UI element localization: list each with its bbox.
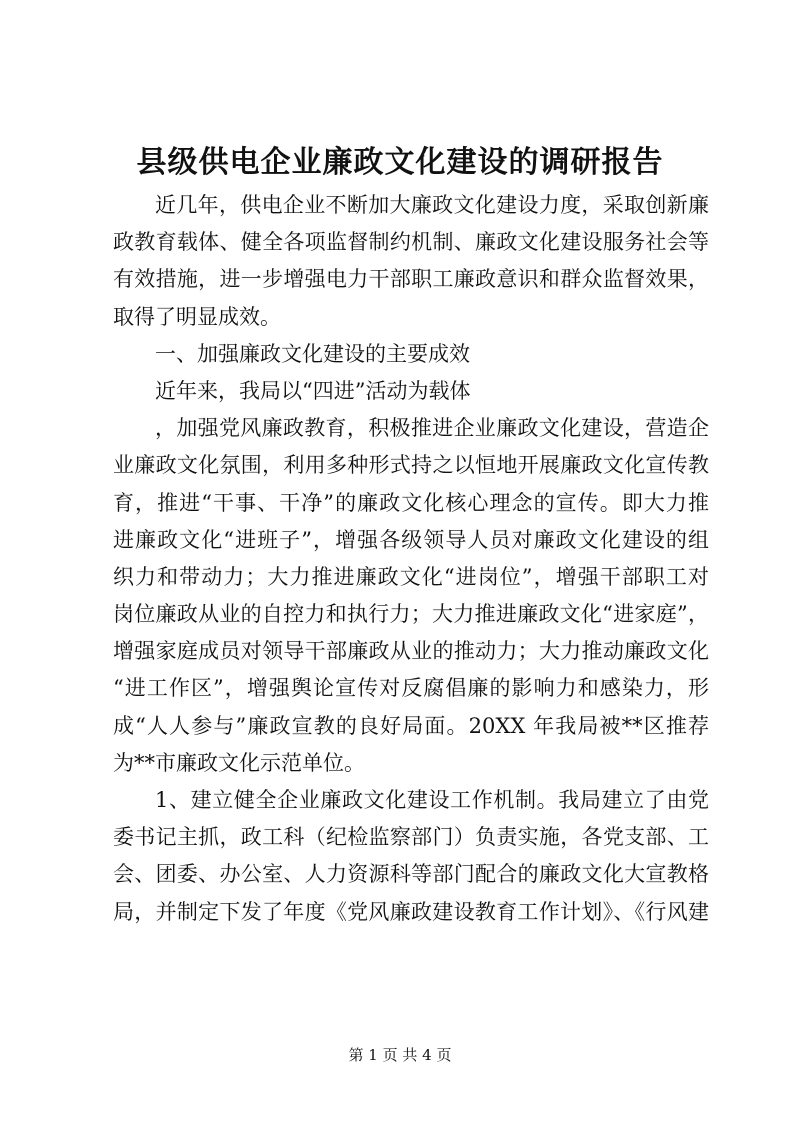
text-line: 进廉政文化“进班子”，增强各级领导人员对廉政文化建设的组 [113, 527, 709, 552]
document-title: 县级供电企业廉政文化建设的调研报告 [136, 145, 664, 180]
text-line: 织力和带动力；大力推进廉政文化“进岗位”，增强干部职工对 [113, 564, 709, 589]
text-line: 增强家庭成员对领导干部廉政从业的推动力；大力推动廉政文化 [113, 639, 709, 664]
text-line: 委书记主抓，政工科（纪检监察部门）负责实施，各党支部、工 [113, 825, 709, 850]
text-line: 政教育载体、健全各项监督制约机制、廉政文化建设服务社会等 [113, 230, 709, 255]
text-line: 育，推进“干事、干净”的廉政文化核心理念的宣传。即大力推 [113, 490, 709, 515]
text-line: 取得了明显成效。 [113, 304, 281, 329]
text-line: 成“人人参与”廉政宣教的良好局面。20XX 年我局被**区推荐 [113, 713, 709, 738]
text-line: 会、团委、办公室、人力资源科等部门配合的廉政文化大宣教格 [113, 862, 709, 887]
page-footer: 第 1 页 共 4 页 [348, 1046, 452, 1064]
text-line: 局，并制定下发了年度《党风廉政建设教育工作计划》、《行风建 [113, 899, 709, 924]
text-line: ，加强党风廉政教育，积极推进企业廉政文化建设，营造企 [155, 416, 709, 441]
text-line: 近年来，我局以“四进”活动为载体 [155, 378, 471, 403]
text-line: 一、加强廉政文化建设的主要成效 [155, 341, 470, 366]
text-line: 业廉政文化氛围，利用多种形式持之以恒地开展廉政文化宣传教 [113, 453, 709, 478]
text-line: 岗位廉政从业的自控力和执行力；大力推进廉政文化“进家庭”， [113, 602, 709, 627]
text-line: 有效措施，进一步增强电力干部职工廉政意识和群众监督效果， [113, 267, 709, 292]
document-body [113, 187, 709, 931]
text-line: 为**市廉政文化示范单位。 [113, 750, 365, 775]
text-line: 近几年，供电企业不断加大廉政文化建设力度，采取创新廉 [155, 193, 709, 217]
text-line: 1、建立健全企业廉政文化建设工作机制。我局建立了由党 [155, 788, 709, 812]
text-line: “进工作区”，增强舆论宣传对反腐倡廉的影响力和感染力，形 [113, 676, 709, 701]
